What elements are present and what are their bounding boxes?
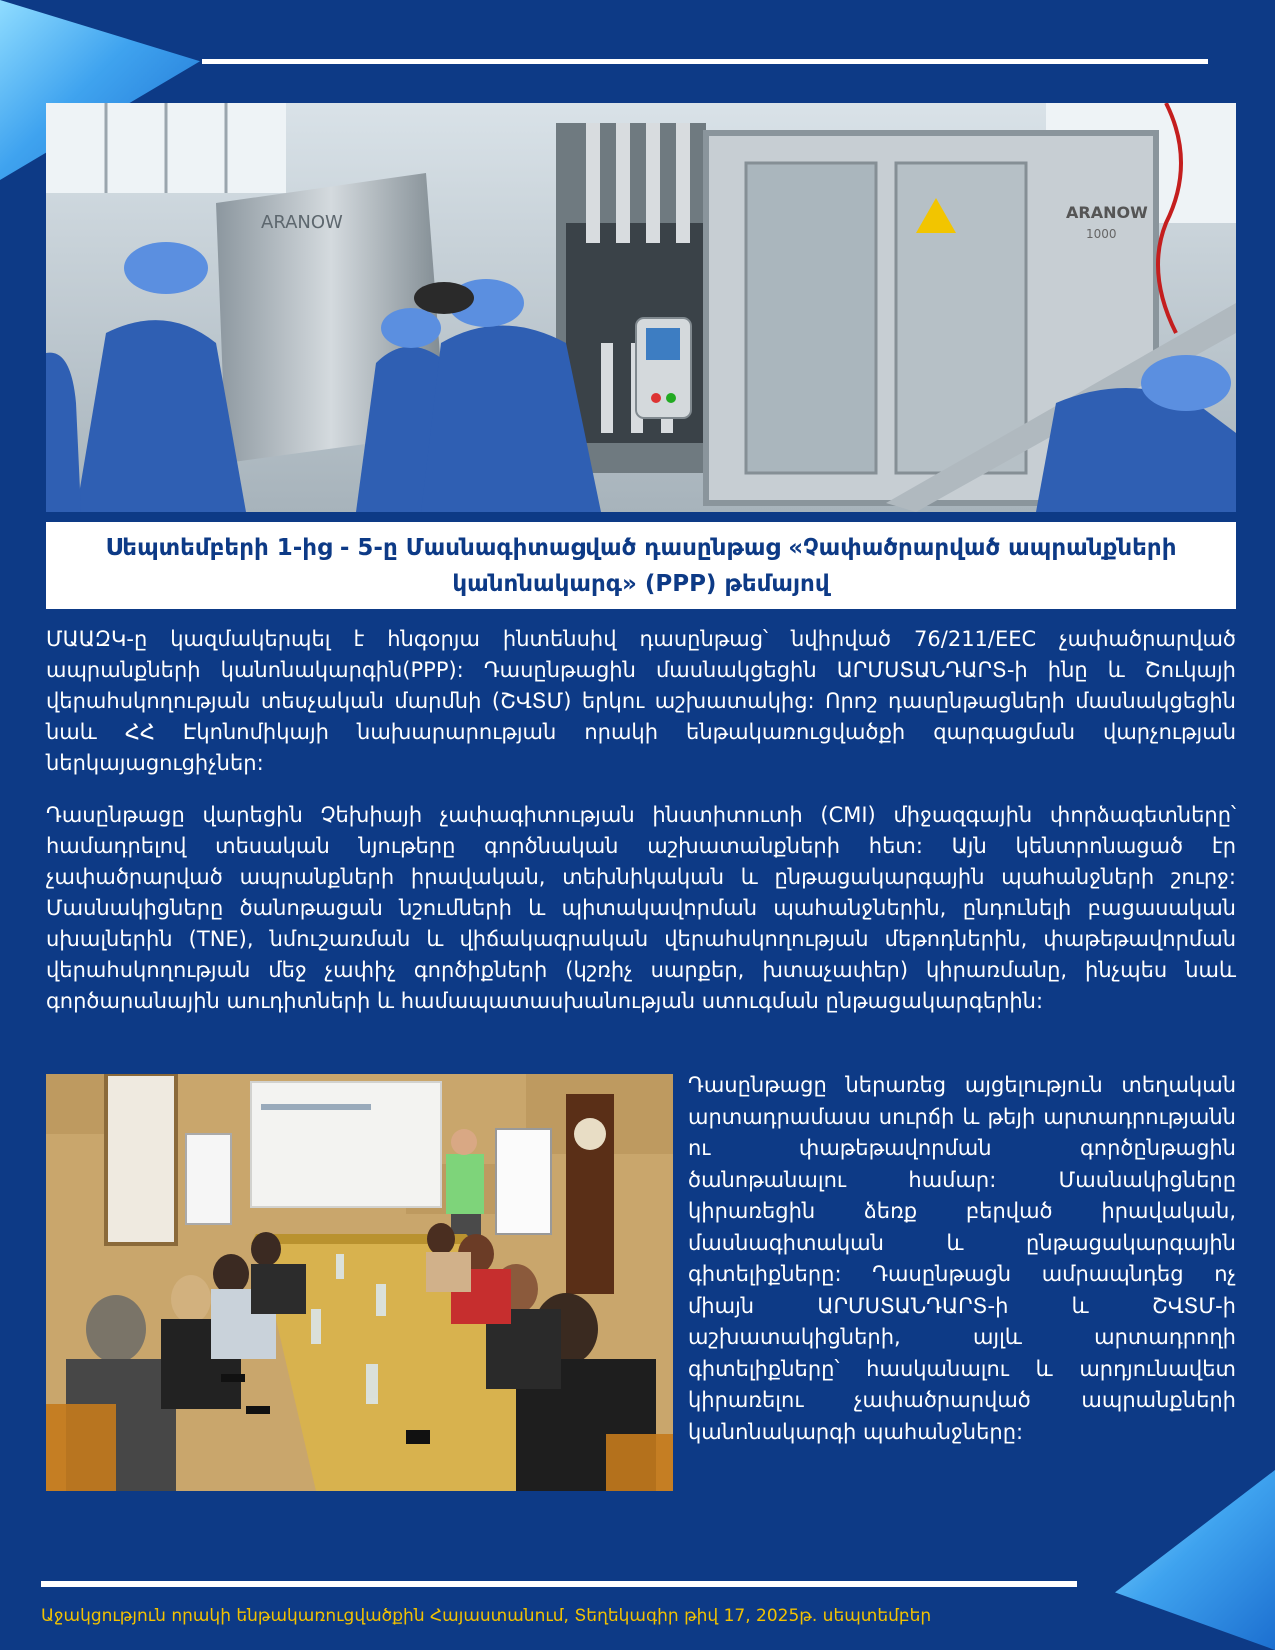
tank-brand-text: ARANOW xyxy=(261,212,343,233)
top-divider xyxy=(202,59,1208,64)
classroom-photo xyxy=(46,1074,673,1491)
paragraph-course-details: Դասընթացը վարեցին Չեխիայի չափագիտության ինստիտուտի (CMI) միջազգային փորձագետները՝ համադրելով տեսական նյութերը գործնական աշխատանքների հետ: Այն կենտրոնացած էր չափածրարված ապրանքների իրավական, տեխնիկական և ընթացակարգային պահանջների շուրջ: Մասնակիցները ծանոթացան նշումների և պիտակավորման պահանջներին, ընդունելի բացասական սխալներին (TNE), նմուշառման և վիճակագրական վերահսկողության մեթոդներին, փաթեթավորման վերահսկողության մեջ չափիչ գործիքների (կշռիչ սարքեր, խտաչափեր) կիրառմանը, ինչպես նաև գործարանային աուդիտների և համապատասխանության ստուգման ընթացակարգերին: xyxy=(46,803,1236,1013)
factory-photo xyxy=(46,103,1236,512)
paragraph-intro: ՄԱԱԶԿ-ը կազմակերպել է հնգօրյա ինտենսիվ դասընթաց՝ նվիրված 76/211/EEC չափածրարված ապրանքների կանոնակարգին(PPP): Դասընթացին մասնակցեցին ԱՐՄՍՏԱՆԴԱՐՏ-ի ինը և Շուկայի վերահսկողության տեսչական մարմնի (ՇՎՏՄ) երկու աշխատակից: Որոշ դասընթացների մասնակցեցին նաև ՀՀ Էկոնոմիկայի նախարարության որակի ենթակառուցվածքի զարգացման վարչության ներկայացուցիչներ: xyxy=(46,627,1236,775)
machine-model-text: 1000 xyxy=(1086,227,1117,241)
machine-brand-text: ARANOW xyxy=(1066,203,1148,222)
footer-newsletter-info: Աջակցություն որակի ենթակառուցվածքին Հայաստանում, Տեղեկագիր թիվ 17, 2025թ. սեպտեմբեր xyxy=(41,1606,932,1626)
article-title-box xyxy=(46,522,1236,609)
bottom-divider xyxy=(41,1581,1077,1587)
paragraph-site-visit: Դասընթացը ներառեց այցելություն տեղական արտադրամասս սուրճի և թեյի արտադրությանն ու փաթեթավորման գործընթացին ծանոթանալու համար: Մասնակիցները կիրառեցին ձեռք բերված իրավական, մասնագիտական և ընթացակարգային գիտելիքները: Դասընթացն ամրապնդեց ոչ միայն ԱՐՄՍՏԱՆԴԱՐՏ-ի և ՇՎՏՄ-ի աշխատակիցների, այլև արտադրողի գիտելիքները՝ հասկանալու և արդյունավետ կիրառելու չափածրարված ապրանքների կանոնակարգի պահանջները: xyxy=(688,1073,1236,1444)
article-title: Սեպտեմբերի 1-ից - 5-ը Մասնագիտացված դասընթաց «Չափածրարված ապրանքների կանոնակարգ» (PPP) թեմայով xyxy=(105,534,1177,597)
